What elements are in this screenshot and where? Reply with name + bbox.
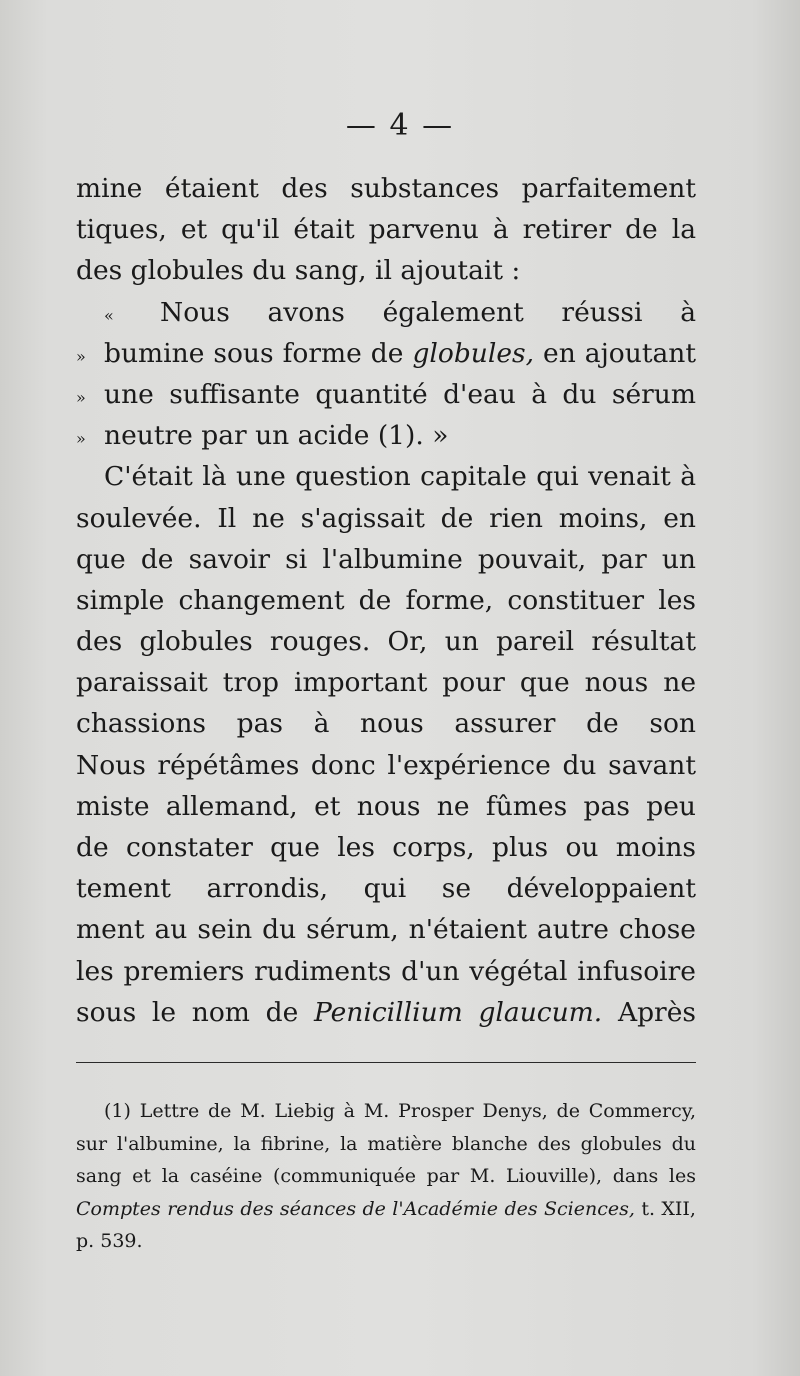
quote-mark: « [104, 305, 114, 325]
quote-line [76, 292, 696, 333]
body-line [76, 992, 696, 1033]
quote-text-part: bumine sous forme de [104, 337, 413, 369]
footnote-line: p. 539. [76, 1230, 143, 1252]
italic-word: globules, [412, 337, 535, 369]
body-text-part: Après [617, 996, 696, 1028]
body-line: miste allemand, et nous ne fûmes pas peu [76, 790, 696, 822]
quote-mark: » [76, 387, 86, 407]
body-line: paraissait trop important pour que nous ne [76, 667, 696, 699]
quote-mark: » [76, 346, 86, 366]
body-line: Nous répétâmes donc l'expérience du savant [76, 749, 696, 781]
quote-text: Nous avons également réussi à [160, 296, 696, 328]
body-line: tement arrondis, qui se développaient [76, 873, 696, 905]
footnote-rule [76, 1062, 696, 1063]
quote-line [76, 374, 696, 415]
body-line: tiques, et qu'il était parvenu à retirer de la [76, 214, 696, 246]
footnote-line: (1) Lettre de M. Liebig à M. Prosper Denys, de Commercy, [104, 1100, 696, 1122]
quote-text: neutre par un acide (1). » [104, 420, 449, 452]
body-line: que de savoir si l'albumine pouvait, par un [76, 543, 696, 575]
quote-mark: » [76, 429, 86, 449]
footnote-line: sang et la caséine (communiquée par M. Liouville), dans les [76, 1165, 696, 1187]
body-line: de constater que les corps, plus ou moins [76, 832, 696, 863]
body-line: C'était là une question capitale qui venait à [104, 461, 696, 493]
body-line: mine étaient des substances parfaitement [76, 173, 696, 204]
page-number: — 4 — [345, 108, 455, 143]
body-text-part: sous le nom de [76, 996, 314, 1028]
footnote-line: sur l'albumine, la fibrine, la matière blanche des globules du [76, 1132, 696, 1155]
body-line: soulevée. Il ne s'agissait de rien moins, en [76, 502, 696, 534]
body-line: ment au sein du sérum, n'étaient autre chose [76, 914, 696, 946]
body-line: simple changement de forme, constituer les [76, 584, 696, 616]
body-line: chassions pas à nous assurer de son [76, 708, 696, 740]
italic-phrase: Penicillium glaucum. [313, 996, 603, 1028]
footnote-line [76, 1193, 696, 1226]
body-line: des globules rouges. Or, un pareil résultat [76, 626, 696, 658]
body-line: les premiers rudiments d'un végétal infusoire [76, 955, 696, 987]
quote-line [76, 333, 696, 374]
footnote [76, 1095, 696, 1258]
quote-line [76, 415, 696, 456]
footnote-text-part: t. XII, [634, 1197, 696, 1220]
quote-text: une suffisante quantité d'eau à du sérum [104, 378, 696, 410]
journal-title: Comptes rendus des séances de l'Académie des Sciences, [76, 1197, 635, 1220]
body-text [76, 168, 696, 1033]
body-line: des globules du sang, il ajoutait : [76, 255, 521, 287]
quote-text [104, 333, 696, 374]
quote-text-part: en ajoutant [534, 337, 696, 369]
